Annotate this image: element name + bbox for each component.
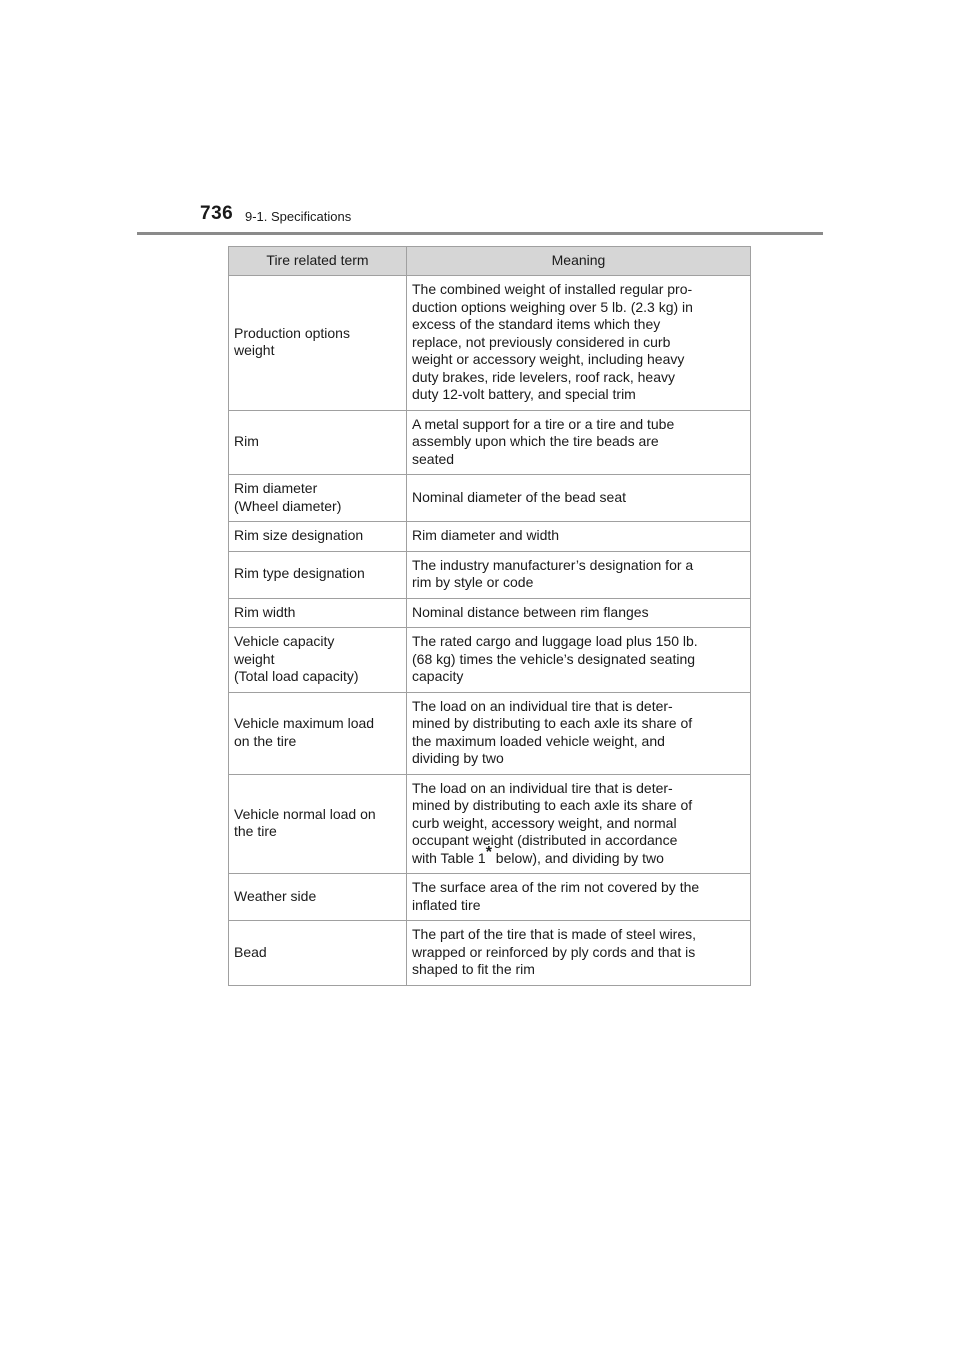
term-cell [229,475,407,522]
term-line: Rim type designation [234,565,365,582]
term-line: Rim diameter [234,480,318,496]
meaning-text-continued: below), and dividing by two [491,849,664,866]
term-line: Vehicle maximum load [234,715,375,731]
table-row [229,598,751,628]
term-cell [229,276,407,411]
table-row [229,475,751,522]
term-cell [229,692,407,774]
meaning-text: Rim diameter and width [412,527,560,543]
meaning-cell [407,551,751,598]
table-header-row [229,247,751,276]
meaning-cell [407,921,751,986]
footnote-asterisk: * [485,843,492,861]
term-line: Rim width [234,603,296,620]
term-cell [229,774,407,874]
meaning-cell [407,276,751,411]
table-row [229,874,751,921]
term-line: (Total load capacity) [234,668,359,684]
meaning-cell [407,692,751,774]
term-line: Rim [234,433,259,449]
page-number: 736 [200,203,234,224]
term-line: Bead [234,943,267,960]
term-cell [229,522,407,552]
column-header-term: Tire related term [229,247,407,276]
term-line: Rim size designation [234,527,364,543]
table-row [229,692,751,774]
table-row [229,774,751,874]
term-cell [229,410,407,475]
meaning-text: Nominal distance between rim flanges [412,603,649,620]
header-rule [137,232,823,235]
meaning-text: The part of the tire that is made of steel wires, wrapped or reinforced by ply cords and that is shaped to fit the rim [412,926,697,977]
section-title: 9-1. Specifications [245,209,352,224]
meaning-cell [407,774,751,874]
meaning-cell [407,410,751,475]
term-line: Weather side [234,887,317,904]
term-line: Production options [234,324,350,341]
meaning-cell [407,598,751,628]
table-row [229,628,751,693]
term-line: on the tire [234,732,297,749]
term-cell [229,551,407,598]
meaning-text: The load on an individual tire that is deter- mined by distributing to each axle its share of curb weight, accessory weight, and normal occupant weight (distributed in accordance with Table 1 [412,779,693,866]
meaning-cell [407,874,751,921]
term-line: Vehicle normal load on [234,805,376,822]
meaning-cell [407,475,751,522]
meaning-text: The industry manufacturer’s designation for a rim by style or code [412,556,694,590]
term-line: the tire [234,823,277,840]
term-cell [229,921,407,986]
term-cell [229,628,407,693]
meaning-text: The surface area of the rim not covered by the inflated tire [412,879,700,913]
meaning-text: Nominal diameter of the bead seat [412,488,627,505]
term-line: weight [234,650,275,667]
meaning-text: A metal support for a tire or a tire and tube assembly upon which the tire beads are seated [412,415,675,467]
term-line: weight [234,342,275,359]
table-row [229,522,751,552]
term-cell [229,598,407,628]
table-row [229,921,751,986]
meaning-text: The combined weight of installed regular pro- duction options weighing over 5 lb. (2.3 kg) in excess of the standard items which they replace, not previously considered in curb weight or accessory weight, including heavy duty brakes, ride levelers, roof rack, heavy duty 12-volt battery, and special trim [412,281,693,402]
meaning-text: The rated cargo and luggage load plus 150 lb. (68 kg) times the vehicle’s designated seating capacity [412,633,698,684]
term-line: Vehicle capacity [234,633,335,649]
meaning-text: The load on an individual tire that is deter- mined by distributing to each axle its share of the maximum loaded vehicle weight, and dividing by two [412,697,693,766]
table-row [229,276,751,411]
tire-terms-table [228,246,751,986]
term-line: (Wheel diameter) [234,497,342,514]
table-row [229,410,751,475]
table-row [229,551,751,598]
term-cell [229,874,407,921]
meaning-cell [407,628,751,693]
column-header-meaning: Meaning [407,247,751,276]
meaning-cell [407,522,751,552]
